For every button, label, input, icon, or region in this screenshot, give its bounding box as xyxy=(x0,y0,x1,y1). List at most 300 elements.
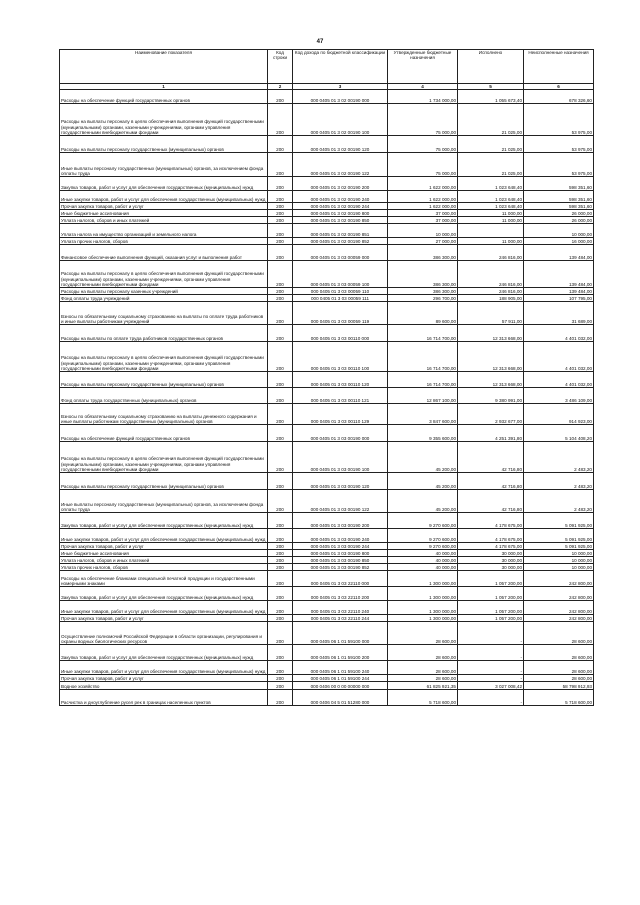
row-name-cell: Фонд оплаты труда государственных (муниципальных) органов xyxy=(60,388,268,404)
row-approved-cell: 16 714 700,00 xyxy=(388,342,458,372)
table-row xyxy=(60,90,594,104)
row-code-cell: 200 xyxy=(268,682,293,690)
row-code-cell: 200 xyxy=(268,557,293,564)
table-row xyxy=(60,191,594,203)
row-executed-cell: 11 000,00 xyxy=(458,238,524,245)
table-row xyxy=(60,675,594,682)
table-row xyxy=(60,404,594,425)
row-code-cell: 200 xyxy=(268,622,293,645)
row-code-cell: 200 xyxy=(268,153,293,177)
table-row xyxy=(60,490,594,513)
row-executed-cell: - xyxy=(458,645,524,661)
row-approved-cell: 75 000,00 xyxy=(388,136,458,153)
row-executed-cell: 30 000,00 xyxy=(458,557,524,564)
row-executed-cell: 11 000,00 xyxy=(458,217,524,224)
row-code-cell: 200 xyxy=(268,615,293,622)
row-kbk-cell: 000 0405 01 3 02 00190 122 xyxy=(293,153,388,177)
row-approved-cell: 37 000,00 xyxy=(388,217,458,224)
row-approved-cell: 1 622 000,00 xyxy=(388,191,458,203)
row-name-cell: Взносы по обязательному социальному страхованию на выплаты по оплате труда работников и иные выплаты работникам учреждений xyxy=(60,302,268,325)
table-row xyxy=(60,177,594,191)
row-approved-cell: 9 355 600,00 xyxy=(388,425,458,442)
row-kbk-cell: 000 0405 01 3 02 00190 244 xyxy=(293,203,388,210)
row-approved-cell: 12 867 100,00 xyxy=(388,388,458,404)
row-name-cell: Закупка товаров, работ и услуг для обеспечения государственных (муниципальных) нужд xyxy=(60,513,268,529)
row-kbk-cell: 000 0405 01 3 03 00059 110 xyxy=(293,288,388,295)
row-approved-cell: 75 000,00 xyxy=(388,153,458,177)
header-code: Код строки xyxy=(268,50,293,84)
row-name-cell: Закупка товаров, работ и услуг для обеспечения государственных (муниципальных) нужд xyxy=(60,645,268,661)
row-name-cell: Иные выплаты персоналу государственных (муниципальных) органов, за исключением фонда оплаты труда xyxy=(60,153,268,177)
row-kbk-cell: 000 0405 01 3 02 00190 240 xyxy=(293,191,388,203)
row-name-cell: Уплата прочих налогов, сборов xyxy=(60,564,268,571)
row-unexecuted-cell: 2 483,20 xyxy=(524,442,594,473)
table-row xyxy=(60,217,594,224)
row-kbk-cell: 000 0405 01 3 02 00190 852 xyxy=(293,238,388,245)
row-name-cell: Расходы на выплаты персоналу в целях обеспечения выполнения функций государственными (муниципальными) органами, казенными учреждениями, органами управления государственными внебюджетными фондами xyxy=(60,104,268,136)
row-approved-cell: 28 600,00 xyxy=(388,661,458,675)
table-header-row xyxy=(60,50,594,84)
row-name-cell: Взносы по обязательному социальному страхованию на выплаты денежного содержания и иные выплаты работникам государственных (муниципальных) органов xyxy=(60,404,268,425)
row-unexecuted-cell: 2 483,20 xyxy=(524,490,594,513)
table-row xyxy=(60,136,594,153)
table-row xyxy=(60,543,594,550)
row-kbk-cell: 000 0405 06 1 01 59100 240 xyxy=(293,661,388,675)
table-row xyxy=(60,513,594,529)
row-code-cell: 200 xyxy=(268,513,293,529)
row-unexecuted-cell: 3 486 109,00 xyxy=(524,388,594,404)
row-kbk-cell: 000 0405 01 3 03 00190 100 xyxy=(293,442,388,473)
row-approved-cell: 9 270 600,00 xyxy=(388,543,458,550)
row-name-cell: Осуществление полномочий Российской Федерации в области организации, регулирования и охраны водных биологических ресурсов xyxy=(60,622,268,645)
row-approved-cell: 16 714 700,00 xyxy=(388,325,458,342)
row-approved-cell: 296 700,00 xyxy=(388,295,458,302)
row-name-cell: Прочая закупка товаров, работ и услуг xyxy=(60,675,268,682)
row-kbk-cell: 000 0405 01 3 03 00110 129 xyxy=(293,404,388,425)
row-code-cell: 200 xyxy=(268,425,293,442)
row-kbk-cell: 000 0405 01 3 03 00059 111 xyxy=(293,295,388,302)
row-approved-cell: 386 300,00 xyxy=(388,261,458,288)
row-approved-cell: 40 000,00 xyxy=(388,550,458,557)
row-approved-cell: 1 300 000,00 xyxy=(388,571,458,587)
row-unexecuted-cell: 28 600,00 xyxy=(524,622,594,645)
row-approved-cell: 45 200,00 xyxy=(388,442,458,473)
column-number: 2 xyxy=(268,84,293,90)
row-executed-cell: 4 178 675,00 xyxy=(458,529,524,543)
row-executed-cell: 12 313 668,00 xyxy=(458,325,524,342)
row-executed-cell: 1 055 673,40 xyxy=(458,90,524,104)
row-executed-cell: - xyxy=(458,690,524,706)
row-kbk-cell: 000 0405 06 1 01 59100 244 xyxy=(293,675,388,682)
row-executed-cell: 1 057 200,00 xyxy=(458,587,524,601)
row-executed-cell: 246 816,00 xyxy=(458,245,524,261)
table-row xyxy=(60,615,594,622)
column-number: 5 xyxy=(458,84,524,90)
row-approved-cell: 9 270 600,00 xyxy=(388,513,458,529)
row-unexecuted-cell: 53 975,00 xyxy=(524,104,594,136)
row-unexecuted-cell: 678 326,60 xyxy=(524,90,594,104)
row-code-cell: 200 xyxy=(268,645,293,661)
row-code-cell: 200 xyxy=(268,490,293,513)
table-row xyxy=(60,372,594,388)
row-approved-cell: 89 600,00 xyxy=(388,302,458,325)
row-executed-cell: 246 816,00 xyxy=(458,288,524,295)
row-executed-cell: - xyxy=(458,675,524,682)
row-executed-cell: 1 057 200,00 xyxy=(458,571,524,587)
row-code-cell: 200 xyxy=(268,325,293,342)
row-name-cell: Расходы на выплаты персоналу государственных (муниципальных) органов xyxy=(60,136,268,153)
row-kbk-cell: 000 0405 01 3 02 00190 850 xyxy=(293,217,388,224)
row-name-cell: Расчистка и дноуглубление русел рек в границах населенных пунктов xyxy=(60,690,268,706)
row-code-cell: 200 xyxy=(268,177,293,191)
row-approved-cell: 28 600,00 xyxy=(388,645,458,661)
row-kbk-cell: 000 0405 06 1 01 59100 200 xyxy=(293,645,388,661)
row-unexecuted-cell: 4 401 032,00 xyxy=(524,325,594,342)
row-kbk-cell: 000 0405 01 3 03 00059 000 xyxy=(293,245,388,261)
row-name-cell: Расходы на выплаты персоналу в целях обеспечения выполнения функций государственными (муниципальными) органами, казенными учреждениями, органами управления государственными внебюджетными фондами xyxy=(60,442,268,473)
row-code-cell: 200 xyxy=(268,203,293,210)
row-executed-cell: 188 905,00 xyxy=(458,295,524,302)
row-unexecuted-cell: 242 800,00 xyxy=(524,571,594,587)
column-number: 6 xyxy=(524,84,594,90)
row-executed-cell: 30 000,00 xyxy=(458,564,524,571)
row-executed-cell: - xyxy=(458,622,524,645)
table-row xyxy=(60,622,594,645)
row-name-cell: Иные бюджетные ассигнования xyxy=(60,210,268,217)
row-kbk-cell: 000 0405 01 3 03 00190 122 xyxy=(293,490,388,513)
row-unexecuted-cell: 53 975,00 xyxy=(524,153,594,177)
row-approved-cell: 28 600,00 xyxy=(388,675,458,682)
row-name-cell: Уплата налогов, сборов и иных платежей xyxy=(60,217,268,224)
row-name-cell: Расходы на выплаты по оплате труда работников государственных органов xyxy=(60,325,268,342)
row-executed-cell: 1 023 648,40 xyxy=(458,177,524,191)
row-approved-cell: 1 300 000,00 xyxy=(388,601,458,615)
row-name-cell: Уплата налогов, сборов и иных платежей xyxy=(60,557,268,564)
row-executed-cell: - xyxy=(458,661,524,675)
row-executed-cell: 42 716,80 xyxy=(458,442,524,473)
row-kbk-cell: 000 0405 01 3 03 00059 100 xyxy=(293,261,388,288)
row-code-cell: 200 xyxy=(268,372,293,388)
header-executed: Исполнено xyxy=(458,50,524,84)
row-executed-cell: 21 025,00 xyxy=(458,104,524,136)
header-name: Наименование показателя xyxy=(60,50,268,84)
row-unexecuted-cell: 28 600,00 xyxy=(524,675,594,682)
row-code-cell: 200 xyxy=(268,238,293,245)
header-approved: Утвержденные бюджетные назначения xyxy=(388,50,458,84)
table-row xyxy=(60,245,594,261)
row-unexecuted-cell: 242 800,00 xyxy=(524,601,594,615)
budget-execution-table xyxy=(59,49,594,706)
table-row xyxy=(60,587,594,601)
row-name-cell: Иные бюджетные ассигнования xyxy=(60,550,268,557)
table-row xyxy=(60,682,594,690)
row-executed-cell: 30 000,00 xyxy=(458,550,524,557)
row-unexecuted-cell: 10 000,00 xyxy=(524,550,594,557)
row-executed-cell: 4 178 675,00 xyxy=(458,543,524,550)
row-name-cell: Финансовое обеспечение выполнения функций, оказания услуг и выполнения работ xyxy=(60,245,268,261)
row-approved-cell: 1 734 000,00 xyxy=(388,90,458,104)
row-kbk-cell: 000 0405 01 3 03 22110 240 xyxy=(293,601,388,615)
page-number: 47 xyxy=(316,39,324,45)
row-unexecuted-cell: 4 401 032,00 xyxy=(524,342,594,372)
row-code-cell: 200 xyxy=(268,136,293,153)
row-kbk-cell: 000 0406 04 5 01 51280 000 xyxy=(293,690,388,706)
header-kbk: Код дохода по бюджетной классификации xyxy=(293,50,388,84)
row-unexecuted-cell: 26 000,00 xyxy=(524,210,594,217)
row-executed-cell: 1 057 200,00 xyxy=(458,615,524,622)
row-kbk-cell: 000 0405 01 3 02 00190 200 xyxy=(293,177,388,191)
row-name-cell: Иные закупки товаров, работ и услуг для обеспечения государственных (муниципальных) нужд xyxy=(60,601,268,615)
row-approved-cell: 40 000,00 xyxy=(388,564,458,571)
row-code-cell: 200 xyxy=(268,342,293,372)
row-unexecuted-cell: 10 000,00 xyxy=(524,557,594,564)
row-approved-cell: 9 270 600,00 xyxy=(388,529,458,543)
row-kbk-cell: 000 0405 01 3 03 00110 100 xyxy=(293,342,388,372)
row-unexecuted-cell: 26 000,00 xyxy=(524,217,594,224)
row-approved-cell: 40 000,00 xyxy=(388,557,458,564)
row-unexecuted-cell: 598 351,60 xyxy=(524,177,594,191)
row-unexecuted-cell: 242 800,00 xyxy=(524,615,594,622)
row-unexecuted-cell: 10 000,00 xyxy=(524,224,594,238)
row-code-cell: 200 xyxy=(268,104,293,136)
row-executed-cell: 42 716,80 xyxy=(458,473,524,490)
row-name-cell: Прочая закупка товаров, работ и услуг xyxy=(60,543,268,550)
row-code-cell: 200 xyxy=(268,302,293,325)
table-row xyxy=(60,601,594,615)
row-code-cell: 200 xyxy=(268,217,293,224)
row-unexecuted-cell: 139 484,00 xyxy=(524,261,594,288)
row-code-cell: 200 xyxy=(268,210,293,217)
row-unexecuted-cell: 31 689,00 xyxy=(524,302,594,325)
row-unexecuted-cell: 914 923,00 xyxy=(524,404,594,425)
row-approved-cell: 10 000,00 xyxy=(388,224,458,238)
row-name-cell: Расходы на обеспечение бланками специальной печатной продукции и государственными номерными знаками xyxy=(60,571,268,587)
table-row xyxy=(60,557,594,564)
row-unexecuted-cell: 2 483,20 xyxy=(524,473,594,490)
row-unexecuted-cell: 16 000,00 xyxy=(524,238,594,245)
row-executed-cell: 21 025,00 xyxy=(458,136,524,153)
row-code-cell: 200 xyxy=(268,245,293,261)
row-code-cell: 200 xyxy=(268,404,293,425)
row-approved-cell: 16 714 700,00 xyxy=(388,372,458,388)
row-kbk-cell: 000 0405 01 3 03 00190 000 xyxy=(293,425,388,442)
row-executed-cell: 3 027 008,42 xyxy=(458,682,524,690)
row-unexecuted-cell: 5 104 408,20 xyxy=(524,425,594,442)
table-row xyxy=(60,473,594,490)
row-code-cell: 200 xyxy=(268,601,293,615)
row-executed-cell: 1 023 648,40 xyxy=(458,191,524,203)
row-code-cell: 200 xyxy=(268,295,293,302)
column-number: 1 xyxy=(60,84,268,90)
row-name-cell: Расходы на выплаты персоналу казенных учреждений xyxy=(60,288,268,295)
row-code-cell: 200 xyxy=(268,571,293,587)
row-approved-cell: 45 200,00 xyxy=(388,473,458,490)
row-approved-cell: 75 000,00 xyxy=(388,104,458,136)
row-executed-cell: 12 313 668,00 xyxy=(458,372,524,388)
row-unexecuted-cell: 4 401 032,00 xyxy=(524,372,594,388)
row-kbk-cell: 000 0405 01 3 03 22110 000 xyxy=(293,571,388,587)
row-unexecuted-cell: 28 600,00 xyxy=(524,661,594,675)
row-kbk-cell: 000 0405 06 1 01 59100 000 xyxy=(293,622,388,645)
row-approved-cell: 1 622 000,00 xyxy=(388,177,458,191)
row-approved-cell: 386 300,00 xyxy=(388,245,458,261)
row-unexecuted-cell: 5 091 925,00 xyxy=(524,529,594,543)
row-executed-cell: 21 025,00 xyxy=(458,153,524,177)
row-code-cell: 200 xyxy=(268,191,293,203)
row-kbk-cell: 000 0405 01 3 03 22110 200 xyxy=(293,587,388,601)
row-kbk-cell: 000 0405 01 3 02 00190 100 xyxy=(293,104,388,136)
row-approved-cell: 61 825 921,35 xyxy=(388,682,458,690)
row-kbk-cell: 000 0405 01 3 03 00190 800 xyxy=(293,550,388,557)
row-name-cell: Уплата налога на имущество организаций и земельного налога xyxy=(60,224,268,238)
row-kbk-cell: 000 0405 01 3 03 00110 000 xyxy=(293,325,388,342)
table-row xyxy=(60,529,594,543)
row-kbk-cell: 000 0405 01 3 03 00190 120 xyxy=(293,473,388,490)
row-kbk-cell: 000 0405 01 3 03 00190 200 xyxy=(293,513,388,529)
row-approved-cell: 1 300 000,00 xyxy=(388,615,458,622)
table-row xyxy=(60,342,594,372)
row-name-cell: Иные выплаты персоналу государственных (муниципальных) органов, за исключением фонда оплаты труда xyxy=(60,490,268,513)
row-kbk-cell: 000 0405 01 3 03 00190 240 xyxy=(293,529,388,543)
row-code-cell: 200 xyxy=(268,661,293,675)
row-executed-cell: 1 023 648,40 xyxy=(458,203,524,210)
row-name-cell: Закупка товаров, работ и услуг для обеспечения государственных (муниципальных) нужд xyxy=(60,587,268,601)
row-executed-cell: 246 816,00 xyxy=(458,261,524,288)
row-code-cell: 200 xyxy=(268,442,293,473)
row-name-cell: Расходы на обеспечение функций государственных органов xyxy=(60,425,268,442)
row-name-cell: Водное хозяйство xyxy=(60,682,268,690)
row-kbk-cell: 000 0405 01 3 03 00190 850 xyxy=(293,557,388,564)
row-code-cell: 200 xyxy=(268,90,293,104)
row-name-cell: Фонд оплаты труда учреждений xyxy=(60,295,268,302)
row-approved-cell: 5 718 600,00 xyxy=(388,690,458,706)
row-kbk-cell: 000 0406 00 0 00 00000 000 xyxy=(293,682,388,690)
row-unexecuted-cell: 139 484,00 xyxy=(524,245,594,261)
row-kbk-cell: 000 0405 01 3 03 22110 244 xyxy=(293,615,388,622)
row-name-cell: Закупка товаров, работ и услуг для обеспечения государственных (муниципальных) нужд xyxy=(60,177,268,191)
table-row xyxy=(60,388,594,404)
row-code-cell: 200 xyxy=(268,543,293,550)
row-unexecuted-cell: 598 351,60 xyxy=(524,203,594,210)
row-kbk-cell: 000 0405 01 3 02 00190 000 xyxy=(293,90,388,104)
row-kbk-cell: 000 0405 01 3 03 00110 121 xyxy=(293,388,388,404)
row-approved-cell: 3 847 600,00 xyxy=(388,404,458,425)
table-row xyxy=(60,564,594,571)
table-row xyxy=(60,295,594,302)
row-approved-cell: 45 200,00 xyxy=(388,490,458,513)
row-name-cell: Прочая закупка товаров, работ и услуг xyxy=(60,615,268,622)
row-unexecuted-cell: 10 000,00 xyxy=(524,564,594,571)
row-executed-cell: 4 251 391,80 xyxy=(458,425,524,442)
table-row xyxy=(60,302,594,325)
row-code-cell: 200 xyxy=(268,587,293,601)
row-executed-cell: 11 000,00 xyxy=(458,210,524,217)
row-unexecuted-cell: 107 795,00 xyxy=(524,295,594,302)
row-kbk-cell: 000 0405 01 3 03 00110 120 xyxy=(293,372,388,388)
row-code-cell: 200 xyxy=(268,388,293,404)
row-code-cell: 200 xyxy=(268,529,293,543)
table-row xyxy=(60,261,594,288)
row-kbk-cell: 000 0405 01 3 03 00190 244 xyxy=(293,543,388,550)
row-unexecuted-cell: 53 975,00 xyxy=(524,136,594,153)
row-code-cell: 200 xyxy=(268,675,293,682)
table-row xyxy=(60,550,594,557)
row-kbk-cell: 000 0405 01 3 03 00059 119 xyxy=(293,302,388,325)
row-name-cell: Расходы на выплаты персоналу в целях обеспечения выполнения функций государственными (муниципальными) органами, казенными учреждениями, органами управления государственными внебюджетными фондами xyxy=(60,342,268,372)
row-name-cell: Расходы на выплаты персоналу государственных (муниципальных) органов xyxy=(60,372,268,388)
row-code-cell: 200 xyxy=(268,473,293,490)
column-number: 4 xyxy=(388,84,458,90)
row-unexecuted-cell: 28 600,00 xyxy=(524,645,594,661)
row-name-cell: Расходы на обеспечение функций государственных органов xyxy=(60,90,268,104)
row-approved-cell: 37 000,00 xyxy=(388,210,458,217)
row-executed-cell: 57 911,00 xyxy=(458,302,524,325)
row-executed-cell: 1 057 200,00 xyxy=(458,601,524,615)
row-executed-cell xyxy=(458,224,524,238)
row-unexecuted-cell: 5 091 925,00 xyxy=(524,513,594,529)
column-number: 3 xyxy=(293,84,388,90)
row-name-cell: Прочая закупка товаров, работ и услуг xyxy=(60,203,268,210)
row-name-cell: Иные закупки товаров, работ и услуг для обеспечения государственных (муниципальных) нужд xyxy=(60,529,268,543)
row-name-cell: Расходы на выплаты персоналу в целях обеспечения выполнения функций государственными (муниципальными) органами, казенными учреждениями, органами управления государственными внебюджетными фондами xyxy=(60,261,268,288)
row-name-cell: Расходы на выплаты персоналу государственных (муниципальных) органов xyxy=(60,473,268,490)
row-kbk-cell: 000 0405 01 3 03 00190 852 xyxy=(293,564,388,571)
table-row xyxy=(60,571,594,587)
row-executed-cell: 4 178 675,00 xyxy=(458,513,524,529)
row-kbk-cell: 000 0405 01 3 02 00190 800 xyxy=(293,210,388,217)
row-executed-cell: 12 313 668,00 xyxy=(458,342,524,372)
row-kbk-cell: 000 0405 01 3 02 00190 120 xyxy=(293,136,388,153)
row-executed-cell: 2 932 677,00 xyxy=(458,404,524,425)
table-row xyxy=(60,442,594,473)
table-row xyxy=(60,645,594,661)
row-unexecuted-cell: 598 351,60 xyxy=(524,191,594,203)
row-approved-cell: 27 000,00 xyxy=(388,238,458,245)
row-name-cell: Уплата прочих налогов, сборов xyxy=(60,238,268,245)
row-executed-cell: 42 716,80 xyxy=(458,490,524,513)
header-unexecuted: Неисполненные назначения xyxy=(524,50,594,84)
row-code-cell: 200 xyxy=(268,288,293,295)
table-row xyxy=(60,210,594,217)
row-unexecuted-cell: 5 091 925,00 xyxy=(524,543,594,550)
row-code-cell: 200 xyxy=(268,690,293,706)
row-approved-cell: 28 600,00 xyxy=(388,622,458,645)
table-row xyxy=(60,104,594,136)
table-row xyxy=(60,224,594,238)
table-row xyxy=(60,238,594,245)
row-name-cell: Иные закупки товаров, работ и услуг для обеспечения государственных (муниципальных) нужд xyxy=(60,191,268,203)
row-unexecuted-cell: 5 718 600,00 xyxy=(524,690,594,706)
table-row xyxy=(60,661,594,675)
table-row xyxy=(60,690,594,706)
row-code-cell: 200 xyxy=(268,261,293,288)
row-code-cell: 200 xyxy=(268,564,293,571)
row-code-cell: 200 xyxy=(268,224,293,238)
row-kbk-cell: 000 0405 01 3 02 00190 851 xyxy=(293,224,388,238)
row-unexecuted-cell: 58 798 912,93 xyxy=(524,682,594,690)
row-approved-cell: 1 622 000,00 xyxy=(388,203,458,210)
row-name-cell: Иные закупки товаров, работ и услуг для обеспечения государственных (муниципальных) нужд xyxy=(60,661,268,675)
row-executed-cell: 9 380 991,00 xyxy=(458,388,524,404)
table-row xyxy=(60,325,594,342)
table-row xyxy=(60,153,594,177)
row-code-cell: 200 xyxy=(268,550,293,557)
table-row xyxy=(60,203,594,210)
row-unexecuted-cell: 242 800,00 xyxy=(524,587,594,601)
table-body xyxy=(60,90,594,706)
row-approved-cell: 1 300 000,00 xyxy=(388,587,458,601)
row-unexecuted-cell: 139 484,00 xyxy=(524,288,594,295)
